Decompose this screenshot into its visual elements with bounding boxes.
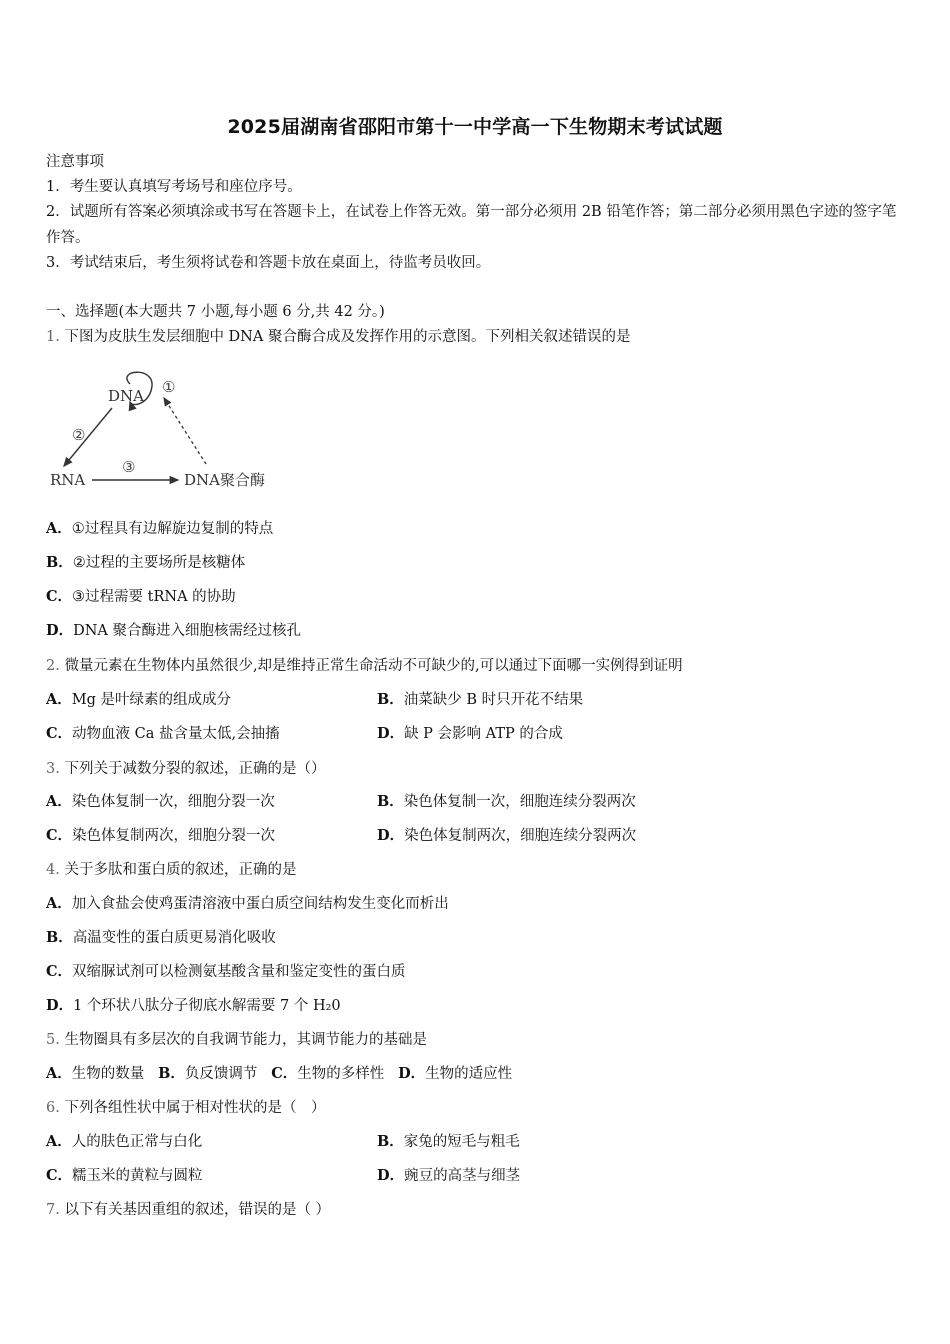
option-label: A． xyxy=(46,1065,72,1082)
question-stem: 下列各组性状中属于相对性状的是（ ） xyxy=(64,1100,326,1116)
option-label: C． xyxy=(46,827,73,844)
question-6 xyxy=(46,1098,325,1118)
option-text: 负反馈调节 xyxy=(184,1066,258,1082)
q4-option-b[interactable] xyxy=(46,928,276,948)
question-stem: 微量元素在生物体内虽然很少,却是维持正常生命活动不可缺少的,可以通过下面哪一实例得到证明 xyxy=(64,658,683,674)
question-stem: 生物圈具有多层次的自我调节能力，其调节能力的基础是 xyxy=(64,1032,427,1048)
option-label: D． xyxy=(398,1065,426,1082)
option-label: B． xyxy=(46,929,73,946)
option-label: D． xyxy=(46,622,74,639)
dna-polymerase-diagram xyxy=(46,356,282,496)
q2-option-b[interactable] xyxy=(377,690,583,710)
question-stem: 下图为皮肤生发层细胞中 DNA 聚合酶合成及发挥作用的示意图。下列相关叙述错误的是 xyxy=(64,329,631,345)
option-label: D． xyxy=(46,997,74,1014)
question-number: 2. xyxy=(46,658,60,674)
option-label: D． xyxy=(377,725,405,742)
option-text: 生物的数量 xyxy=(71,1066,145,1082)
step-2-label: ② xyxy=(72,426,86,444)
question-stem: 关于多肽和蛋白质的叙述，正确的是 xyxy=(64,862,297,878)
q1-option-a[interactable] xyxy=(46,519,273,539)
option-text: 染色体复制一次，细胞连续分裂两次 xyxy=(403,794,636,810)
option-label: D． xyxy=(377,1167,405,1184)
option-label: C． xyxy=(46,1167,73,1184)
option-text: 1 个环状八肽分子彻底水解需要 7 个 H₂0 xyxy=(73,998,341,1014)
option-label: B． xyxy=(377,793,404,810)
option-label: A． xyxy=(46,520,72,537)
option-text: 染色体复制两次，细胞分裂一次 xyxy=(72,828,276,844)
option-text: DNA 聚合酶进入细胞核需经过核孔 xyxy=(73,623,301,639)
option-text: Mg 是叶绿素的组成成分 xyxy=(71,692,232,708)
notice-item-1: 1．考生要认真填写考场号和座位序号。 xyxy=(46,179,302,195)
option-text: 糯玉米的黄粒与圆粒 xyxy=(72,1168,203,1184)
enzyme-action-arrow xyxy=(164,398,206,464)
option-text: 染色体复制两次，细胞连续分裂两次 xyxy=(404,828,637,844)
notice-heading: 注意事项 xyxy=(46,154,104,170)
step-1-label: ① xyxy=(162,378,176,396)
question-number: 1. xyxy=(46,329,60,345)
option-label: C． xyxy=(46,725,73,742)
option-label: A． xyxy=(46,691,72,708)
q1-option-d[interactable] xyxy=(46,621,301,641)
q5-options-row xyxy=(46,1064,512,1084)
option-label: C． xyxy=(46,963,73,980)
q4-option-c[interactable] xyxy=(46,962,406,982)
option-text: 油菜缺少 B 时只开花不结果 xyxy=(403,692,584,708)
section-heading: 一、选择题(本大题共 7 小题,每小题 6 分,共 42 分。) xyxy=(46,304,385,320)
option-label: C． xyxy=(46,588,73,605)
option-text: 加入食盐会使鸡蛋清溶液中蛋白质空间结构发生变化而析出 xyxy=(71,896,449,912)
question-number: 7. xyxy=(46,1202,60,1218)
option-text: 生物的适应性 xyxy=(425,1066,513,1082)
notice-item-3: 3．考试结束后，考生须将试卷和答题卡放在桌面上，待监考员收回。 xyxy=(46,255,491,271)
q5-option-b[interactable] xyxy=(158,1066,257,1082)
option-label: B． xyxy=(158,1065,185,1082)
q4-option-d[interactable] xyxy=(46,996,341,1016)
question-number: 5. xyxy=(46,1032,60,1048)
diagram-enzyme-label: DNA聚合酶 xyxy=(184,471,265,489)
option-text: 动物血液 Ca 盐含量太低,会抽搐 xyxy=(72,726,280,742)
q6-option-c[interactable] xyxy=(46,1166,203,1186)
option-text: 豌豆的高茎与细茎 xyxy=(404,1168,521,1184)
option-label: C． xyxy=(271,1065,298,1082)
option-label: D． xyxy=(377,827,405,844)
step-3-label: ③ xyxy=(122,458,136,476)
question-number: 4. xyxy=(46,862,60,878)
option-text: 家兔的短毛与粗毛 xyxy=(403,1134,520,1150)
exam-title: 2025届湖南省邵阳市第十一中学高一下生物期末考试试题 xyxy=(227,116,723,138)
option-text: 生物的多样性 xyxy=(297,1066,385,1082)
question-4 xyxy=(46,860,296,880)
question-2 xyxy=(46,656,683,676)
q5-option-c[interactable] xyxy=(271,1066,384,1082)
q3-option-d[interactable] xyxy=(377,826,636,846)
option-label: B． xyxy=(377,1133,404,1150)
question-5 xyxy=(46,1030,427,1050)
q2-option-d[interactable] xyxy=(377,724,563,744)
q6-option-a[interactable] xyxy=(46,1132,202,1152)
question-number: 6. xyxy=(46,1100,60,1116)
q1-option-c[interactable] xyxy=(46,587,236,607)
q2-option-c[interactable] xyxy=(46,724,280,744)
q5-option-a[interactable] xyxy=(46,1066,144,1082)
option-text: ①过程具有边解旋边复制的特点 xyxy=(71,521,274,537)
option-label: A． xyxy=(46,1133,72,1150)
question-7 xyxy=(46,1200,330,1220)
q6-option-d[interactable] xyxy=(377,1166,520,1186)
question-stem: 下列关于减数分裂的叙述，正确的是（） xyxy=(64,761,326,777)
diagram-dna-label: DNA xyxy=(108,387,144,405)
option-text: 缺 P 会影响 ATP 的合成 xyxy=(404,726,563,742)
option-text: 染色体复制一次，细胞分裂一次 xyxy=(71,794,275,810)
option-text: 人的肤色正常与白化 xyxy=(71,1134,203,1150)
question-number: 3. xyxy=(46,761,60,777)
option-text: 双缩脲试剂可以检测氨基酸含量和鉴定变性的蛋白质 xyxy=(72,964,406,980)
option-label: A． xyxy=(46,793,72,810)
diagram-rna-label: RNA xyxy=(50,471,86,489)
q1-option-b[interactable] xyxy=(46,553,245,573)
notice-item-2: 2．试题所有答案必须填涂或书写在答题卡上，在试卷上作答无效。第一部分必须用 2B 铅笔作答；第二部分必须用黑色字迹的签字笔作答。 xyxy=(46,204,897,246)
option-label: B． xyxy=(46,554,73,571)
question-3 xyxy=(46,759,325,779)
option-label: A． xyxy=(46,895,72,912)
q2-option-a[interactable] xyxy=(46,690,231,710)
question-1 xyxy=(46,327,630,347)
option-text: ②过程的主要场所是核糖体 xyxy=(72,555,246,571)
q3-option-b[interactable] xyxy=(377,792,636,812)
question-stem: 以下有关基因重组的叙述，错误的是（ ） xyxy=(64,1202,331,1218)
option-text: ③过程需要 tRNA 的协助 xyxy=(72,589,236,605)
option-text: 高温变性的蛋白质更易消化吸收 xyxy=(72,930,276,946)
q6-option-b[interactable] xyxy=(377,1132,520,1152)
q5-option-d[interactable] xyxy=(398,1066,512,1082)
option-label: B． xyxy=(377,691,404,708)
q4-option-a[interactable] xyxy=(46,894,449,914)
q3-option-c[interactable] xyxy=(46,826,275,846)
q3-option-a[interactable] xyxy=(46,792,275,812)
